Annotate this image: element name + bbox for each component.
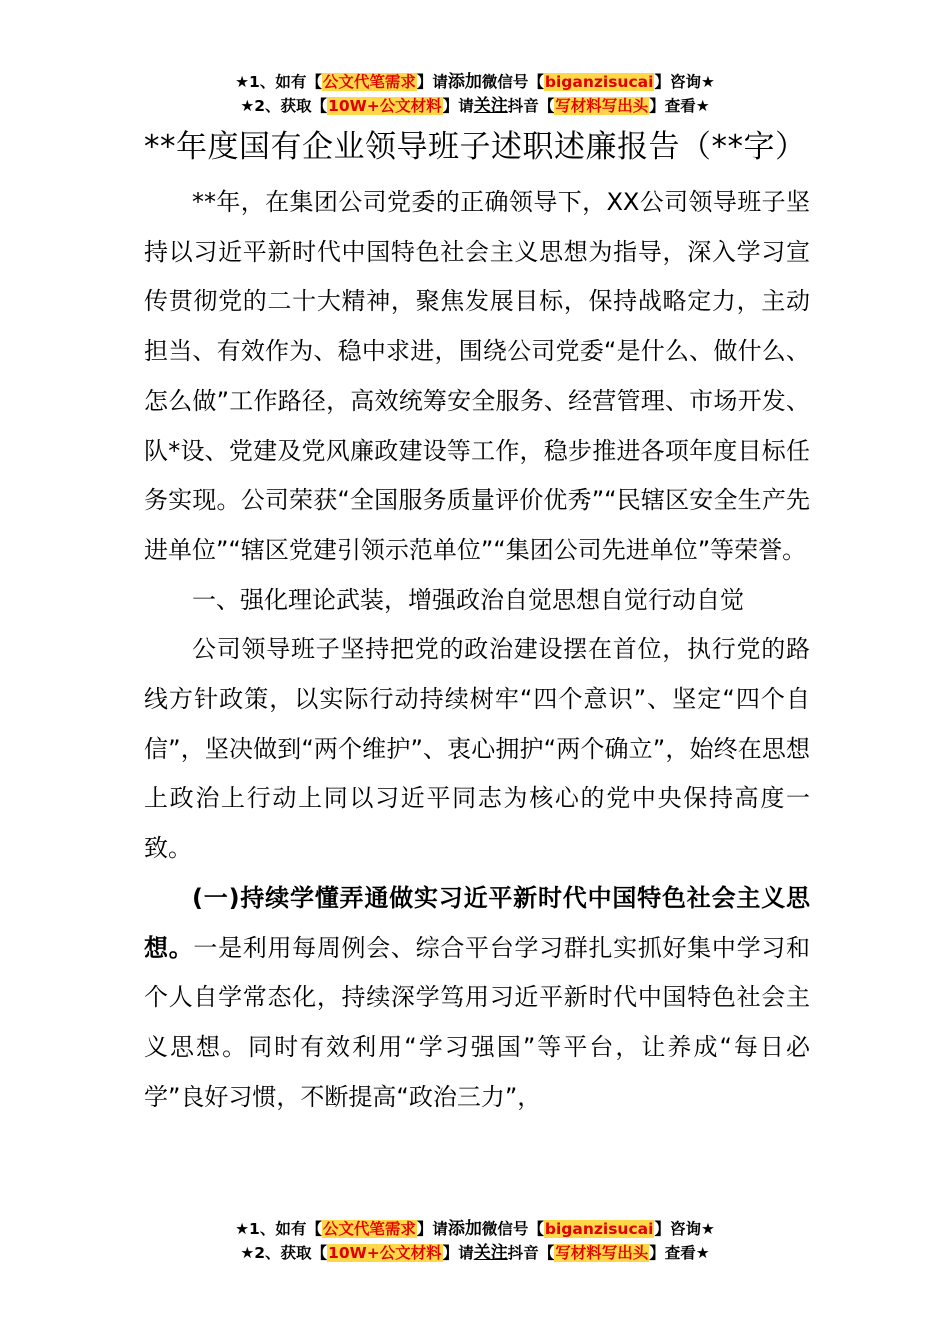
promo-text: 】请: [442, 97, 474, 115]
subsection-1-text: 一是利用每周例会、综合平台学习群扎实抓好集中学习和个人自学常态化，持续深学笃用习近平新时代中国特色社会主义思想。同时有效利用“学习强国”等平台，让养成“每日必学”良好习惯，不断提高“政治三力”，: [144, 933, 811, 1111]
promo-text: 抖音【: [507, 97, 555, 115]
promo-text: ★2、获取【: [240, 1244, 328, 1262]
promo-text: 微信号【: [481, 73, 544, 91]
promo-text: ★2、获取【: [240, 97, 328, 115]
promo-emphasis: 关注: [473, 1243, 508, 1263]
promo-line-2: [0, 1241, 950, 1265]
promo-emphasis: 添加: [447, 1219, 482, 1239]
promo-text: 】请: [416, 1220, 448, 1238]
intro-paragraph: **年，在集团公司党委的正确领导下，XX公司领导班子坚持以习近平新时代中国特色社会主义思想为指导，深入学习宣传贯彻党的二十大精神，聚焦发展目标，保持战略定力，主动担当、有效作为、稳中求进，围绕公司党委“是什么、做什么、怎么做”工作路径，高效统筹安全服务、经营管理、市场开发、队*设、党建及党风廉政建设等工作，稳步推进各项年度目标任务实现。公司荣获“全国服务质量评价优秀”“民辖区安全生产先进单位”“辖区党建引领示范单位”“集团公司先进单位”等荣誉。: [144, 188, 810, 564]
promo-text: 微信号【: [481, 1220, 544, 1238]
subsection-1-heading: (一)持续学懂弄通做实习近平新时代中国特色社会主义思想。: [144, 883, 810, 962]
top-promo-banner: [0, 70, 950, 118]
promo-line-1: [0, 1217, 950, 1241]
promo-highlight: biganzisucai: [544, 73, 654, 91]
promo-emphasis: 添加: [447, 72, 482, 92]
promo-emphasis: 关注: [473, 96, 508, 116]
promo-highlight: 公文代笔需求: [322, 73, 416, 91]
promo-text: 】查看★: [649, 97, 710, 115]
document-body: [144, 124, 810, 1122]
section-heading-1: 一、强化理论武装，增强政治自觉思想自觉行动自觉: [192, 585, 744, 614]
promo-text: 抖音【: [507, 1244, 555, 1262]
promo-text: 】请: [416, 73, 448, 91]
promo-highlight: 写材料写出头: [555, 97, 649, 115]
promo-text: 】查看★: [649, 1244, 710, 1262]
subsection-1-paragraph: [144, 874, 810, 1123]
promo-text: 】咨询★: [654, 1220, 715, 1238]
promo-text: 】咨询★: [654, 73, 715, 91]
promo-text: ★1、如有【: [235, 73, 322, 91]
promo-highlight: biganzisucai: [544, 1220, 654, 1238]
promo-line-1: [0, 70, 950, 94]
promo-highlight: 公文代笔需求: [322, 1220, 416, 1238]
promo-text: ★1、如有【: [235, 1220, 322, 1238]
document-title: **年度国有企业领导班子述职述廉报告（**字）: [144, 129, 807, 165]
promo-highlight: 10W+公文材料: [328, 1244, 442, 1262]
section-1-paragraph: 公司领导班子坚持把党的政治建设摆在首位，执行党的路线方针政策，以实际行动持续树牢“四个意识”、坚定“四个自信”，坚决做到“两个维护”、衷心拥护“两个确立”，始终在思想上政治上行动上同以习近平同志为核心的党中央保持高度一致。: [144, 635, 810, 863]
promo-line-2: [0, 94, 950, 118]
promo-highlight: 写材料写出头: [555, 1244, 649, 1262]
promo-highlight: 10W+公文材料: [328, 97, 442, 115]
bottom-promo-banner: [0, 1217, 950, 1265]
promo-text: 】请: [442, 1244, 474, 1262]
